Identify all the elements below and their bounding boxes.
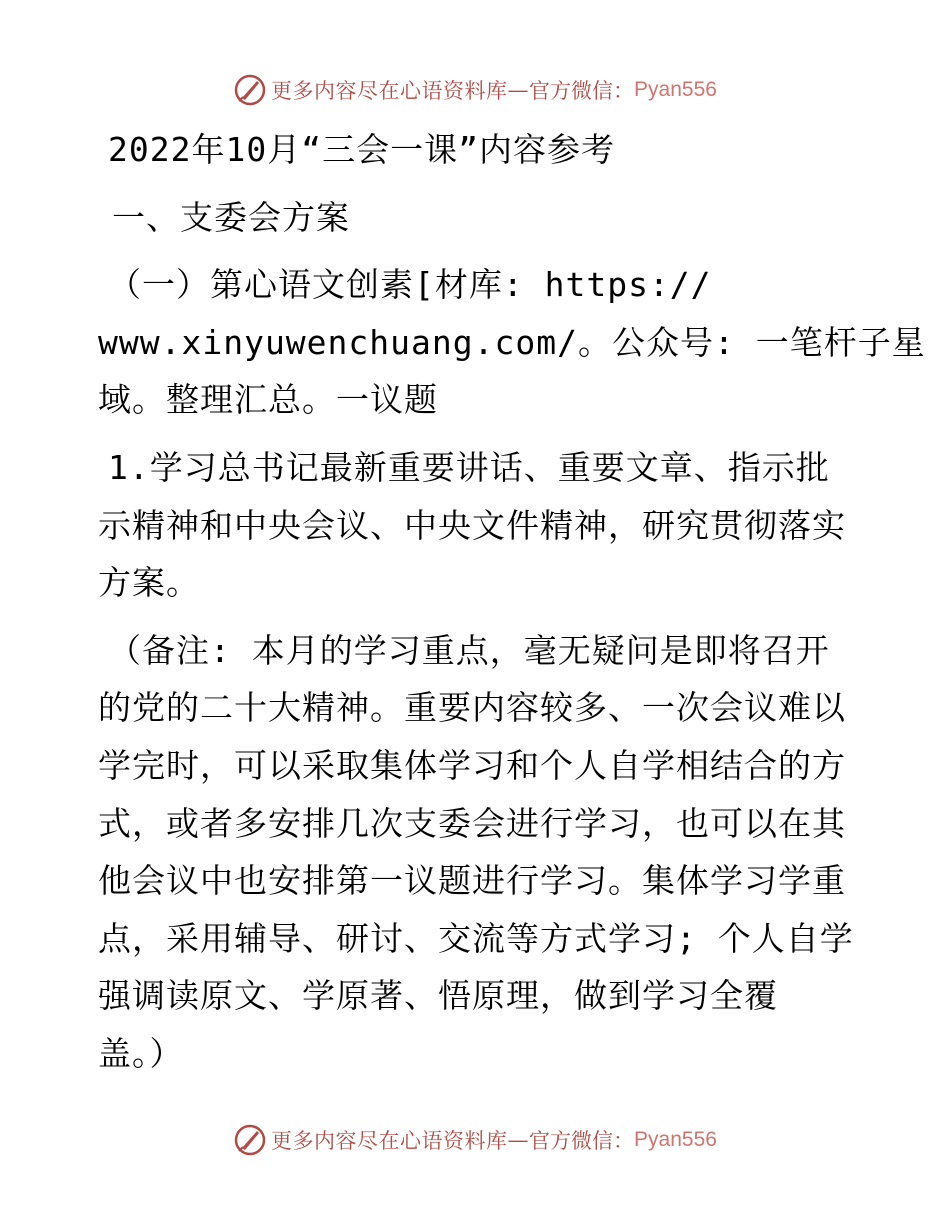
document-body [98,121,926,1083]
watermark-wechat-label: 官方微信： [529,1129,635,1153]
paragraph-line: 点，采用辅导、研讨、交流等方式学习; 个人自学 [98,918,854,958]
watermark-wechat-label: 官方微信： [529,79,635,103]
watermark-wechat-id: Pyan556 [634,1128,717,1151]
item-1-paragraph [98,439,858,612]
paragraph-line: 他会议中也安排第一议题进行学习。集体学习学重 [98,861,846,901]
paragraph-line: 示精神和中央会议、中央文件精神，研究贯彻落实 [98,505,846,545]
paragraph-line: 1.学习总书记最新重要讲话、重要文章、指示批 [108,447,830,487]
document-title: 2022年10月“三会一课”内容参考 [108,130,615,169]
note-paragraph [98,622,858,1083]
paragraph-line: 方案。 [98,563,200,603]
bottom-watermark-banner [0,1120,950,1160]
paragraph-line: 盖。） [98,1033,184,1073]
top-watermark-banner [0,70,950,110]
section-heading: 一、支委会方案 [112,197,350,237]
watermark-dash: — [507,1128,530,1152]
watermark-dash: — [507,78,530,102]
paragraph-line: 式，或者多安排几次支委会进行学习，也可以在其 [98,803,846,843]
paragraph-line: （备注: 本月的学习重点，毫无疑问是即将召开 [108,630,830,670]
paragraph-line: 域。整理汇总。一议题 [98,380,438,420]
subsection-paragraph [98,256,926,429]
quill-logo-icon [233,1123,267,1157]
paragraph-line: 的党的二十大精神。重要内容较多、一次会议难以 [98,688,846,728]
paragraph-line: 强调读原文、学原著、悟原理，做到学习全覆 [98,976,778,1016]
watermark-wechat-id: Pyan556 [634,78,717,101]
watermark-text: 更多内容尽在心语资料库 [271,79,508,103]
paragraph-line: www.xinyuwenchuang.com/。公众号: 一笔杆子星 [98,322,926,362]
paragraph-line: 学完时，可以采取集体学习和个人自学相结合的方 [98,745,846,785]
paragraph-line: （一）第心语文创素[材库: https:// [108,265,712,305]
watermark-text: 更多内容尽在心语资料库 [271,1129,508,1153]
quill-logo-icon [233,73,267,107]
